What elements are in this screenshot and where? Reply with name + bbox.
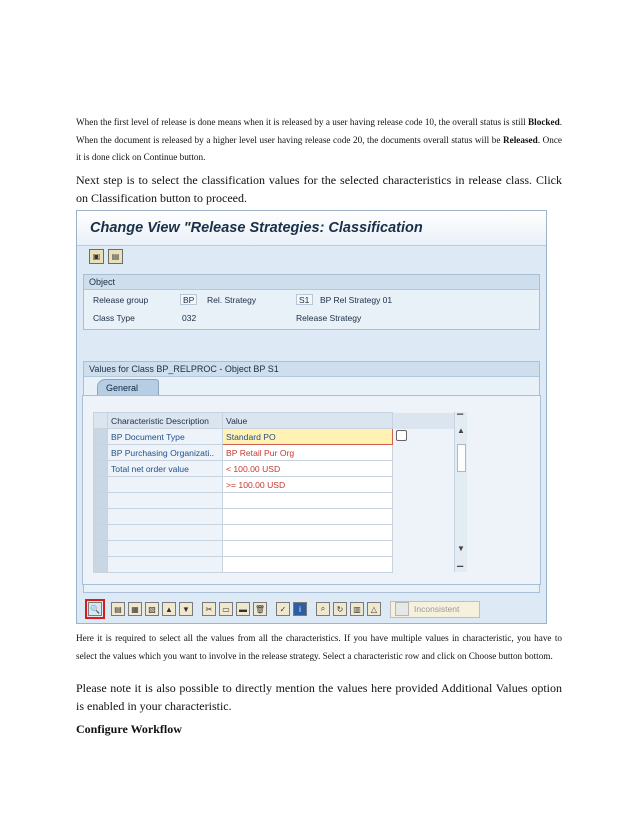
characteristic-cell (108, 493, 223, 509)
value-cell[interactable] (223, 525, 393, 541)
object-group (83, 274, 540, 330)
rel-strategy-description: BP Rel Strategy 01 (320, 295, 393, 305)
table-row[interactable] (94, 509, 457, 525)
characteristic-cell (108, 541, 223, 557)
table-row[interactable] (94, 477, 457, 493)
value-cell[interactable]: Standard PO (223, 429, 393, 445)
sap-toolbar (77, 246, 546, 266)
intro-text-2: . When the document is released by a higher level user having release code 20, the documents overall status will be (76, 117, 562, 145)
characteristic-cell (108, 557, 223, 573)
filter-icon[interactable]: ▼ (179, 602, 193, 616)
characteristic-cell (108, 525, 223, 541)
select-all-icon[interactable]: ▦ (128, 602, 142, 616)
detail-icon[interactable]: ▤ (111, 602, 125, 616)
column-header-description: Characteristic Description (108, 413, 223, 429)
row-selector[interactable] (94, 493, 108, 509)
note-paragraph: Please note it is also possible to directly mention the values here provided Additional Values option is enabled in your characteristic. (76, 681, 562, 713)
characteristic-cell (108, 509, 223, 525)
characteristic-values-icon[interactable]: ▥ (350, 602, 364, 616)
intro-text-1: When the first level of release is done means when it is released by a user having release code 10, the overall status is still (76, 117, 529, 127)
characteristic-cell (108, 477, 223, 493)
scroll-top-icon[interactable]: ▔ (457, 414, 464, 423)
find-next-icon[interactable]: ↻ (333, 602, 347, 616)
save-icon[interactable]: ▣ (89, 249, 104, 264)
table-row[interactable] (94, 429, 457, 445)
intro-text-3: . Once it is done click on Continue button. (76, 134, 562, 162)
value-cell[interactable] (223, 541, 393, 557)
copy-icon[interactable]: ▭ (219, 602, 233, 616)
table-vertical-scrollbar[interactable] (454, 412, 467, 572)
next-step-paragraph: Next step is to select the classification values for the selected characteristics in release class. Click on Classification button to proceed. (76, 173, 562, 205)
characteristic-cell: BP Document Type (108, 429, 223, 445)
object-group-header: Object (84, 275, 539, 290)
value-cell[interactable] (223, 557, 393, 573)
table-row[interactable] (94, 445, 457, 461)
characteristic-cell: Total net order value (108, 461, 223, 477)
value-cell[interactable] (223, 509, 393, 525)
characteristic-cell: BP Purchasing Organizati.. (108, 445, 223, 461)
blocked-term: Blocked (528, 117, 560, 127)
section-heading: Configure Workflow (76, 722, 182, 736)
row-selector[interactable] (94, 461, 108, 477)
value-cell[interactable]: BP Retail Pur Org (223, 445, 393, 461)
value-cell[interactable]: < 100.00 USD (223, 461, 393, 477)
table-row[interactable] (94, 541, 457, 557)
class-type-label: Class Type (93, 313, 135, 323)
rel-strategy-label: Rel. Strategy (207, 295, 257, 305)
characteristics-table (93, 412, 457, 573)
paste-icon[interactable]: ▬ (236, 602, 250, 616)
back-icon[interactable]: ▤ (108, 249, 123, 264)
warning-icon[interactable]: △ (367, 602, 381, 616)
row-selector[interactable] (94, 445, 108, 461)
scroll-up-icon[interactable]: ▲ (457, 426, 465, 435)
values-group-header: Values for Class BP_RELPROC - Object BP S1 (84, 362, 539, 377)
class-type-value: 032 (182, 313, 197, 323)
table-header-row (94, 413, 457, 429)
find-icon[interactable]: ⌕ (316, 602, 330, 616)
choose-button[interactable]: 🔍 (88, 602, 102, 616)
scroll-down-icon[interactable]: ▼ (457, 544, 465, 553)
table-row[interactable] (94, 461, 457, 477)
select-all-cell[interactable] (94, 413, 108, 429)
general-tab-pane (82, 395, 541, 585)
row-selector[interactable] (94, 477, 108, 493)
inconsistent-icon (395, 602, 409, 616)
deselect-all-icon[interactable]: ▧ (145, 602, 159, 616)
column-header-value: Value (223, 413, 393, 429)
inconsistent-label: Inconsistent (414, 603, 460, 614)
release-group-field[interactable]: BP (180, 294, 197, 305)
table-row[interactable] (94, 525, 457, 541)
row-selector[interactable] (94, 509, 108, 525)
table-row[interactable] (94, 557, 457, 573)
info-icon[interactable]: i (293, 602, 307, 616)
release-group-label: Release group (93, 295, 149, 305)
value-cell[interactable]: >= 100.00 USD (223, 477, 393, 493)
instruction-paragraph: Here it is required to select all the values from all the characteristics. If you have multiple values in characteristic, you have to select the values which you want to involve in the release strategy. Select a characteristic row and click on Choose button bottom. (76, 633, 562, 661)
check-icon[interactable]: ✓ (276, 602, 290, 616)
sap-window-title: Change View "Release Strategies: Classification (77, 211, 546, 246)
cut-icon[interactable]: ✂ (202, 602, 216, 616)
inconsistent-button[interactable] (390, 601, 480, 618)
scroll-bottom-icon[interactable]: ▁ (457, 558, 464, 567)
row-selector[interactable] (94, 429, 108, 445)
value-cell[interactable] (223, 493, 393, 509)
table-row[interactable] (94, 493, 457, 509)
row-selector[interactable] (94, 557, 108, 573)
released-term: Released (503, 134, 538, 145)
sap-screenshot (76, 210, 547, 624)
intro-paragraph (76, 114, 562, 167)
sap-bottom-toolbar (77, 595, 546, 623)
delete-icon[interactable]: 🗑 (253, 602, 267, 616)
tab-general[interactable]: General (97, 379, 159, 395)
sort-icon[interactable]: ▲ (162, 602, 176, 616)
rel-strategy-field[interactable]: S1 (296, 294, 313, 305)
value-help-icon[interactable] (396, 430, 407, 441)
row-selector[interactable] (94, 541, 108, 557)
scroll-thumb[interactable] (457, 444, 466, 472)
row-selector[interactable] (94, 525, 108, 541)
class-type-description: Release Strategy (296, 313, 362, 323)
